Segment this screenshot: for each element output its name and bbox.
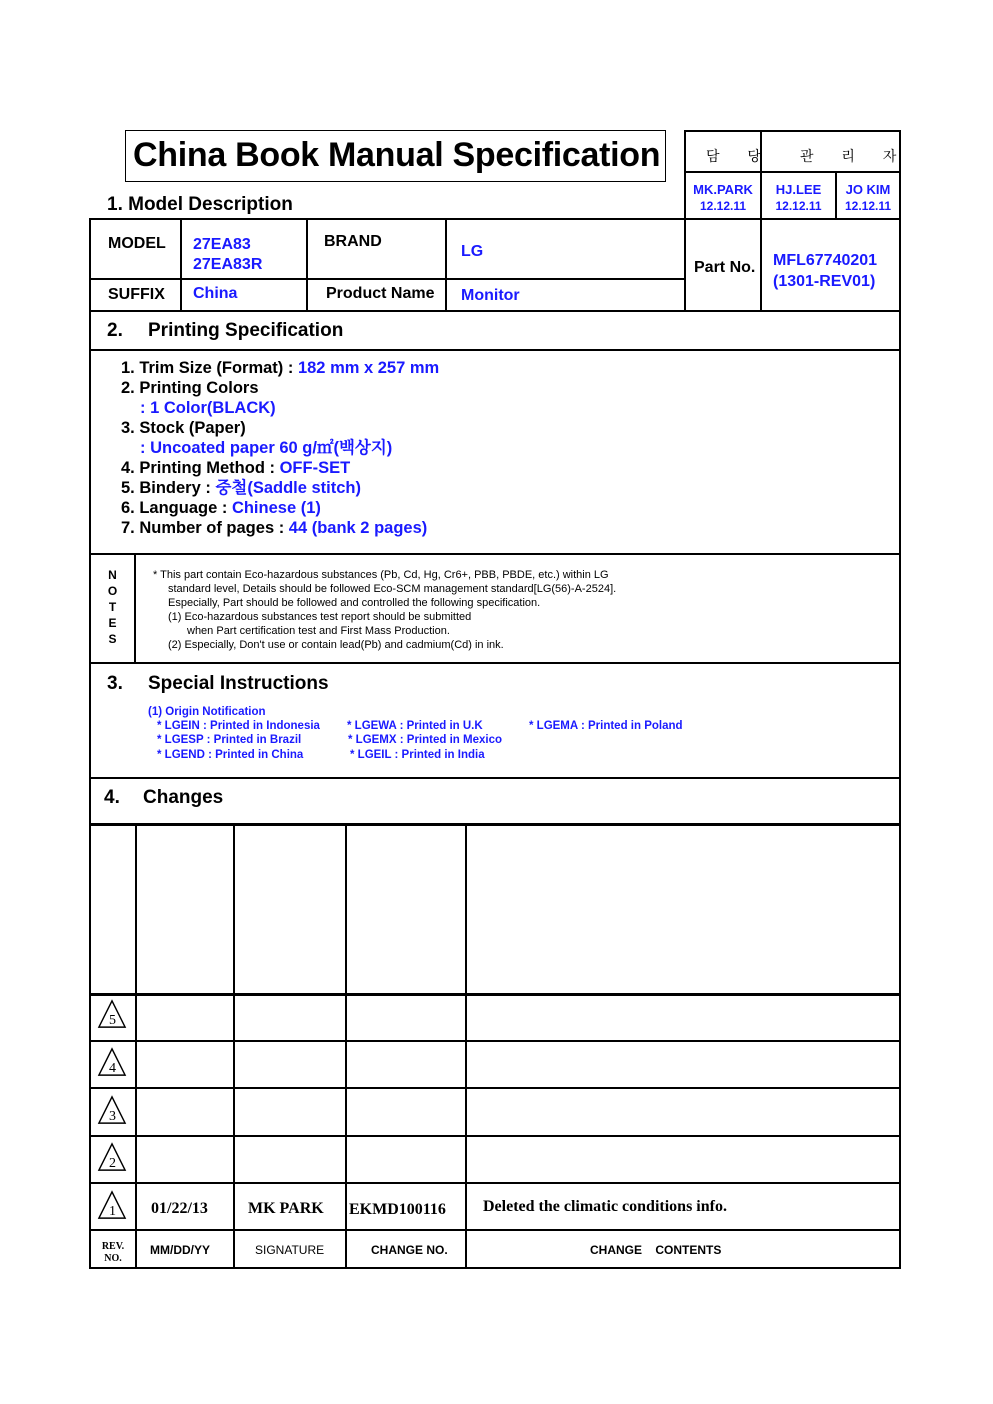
divider: [445, 218, 447, 311]
part-number: MFL67740201: [773, 252, 878, 269]
spec-pages: 7. Number of pages : 44 (bank 2 pages): [121, 519, 428, 537]
changes-number: 4.: [104, 787, 120, 808]
revision-change-no: EKMD100116: [349, 1201, 446, 1218]
signer-mkpark: [686, 181, 760, 215]
spec-stock: 3. Stock (Paper): [121, 419, 246, 437]
model-description-heading: 1. Model Description: [107, 194, 293, 215]
divider: [89, 1267, 901, 1269]
divider: [89, 662, 901, 664]
revision-number: 1: [109, 1204, 116, 1219]
revision-number: 2: [109, 1156, 116, 1171]
signer-jokim: [837, 181, 899, 215]
divider: [89, 823, 901, 826]
part-revision: (1301-REV01): [773, 273, 876, 290]
divider: [89, 218, 91, 1269]
notes-letter: N: [108, 568, 117, 582]
notes-letter: O: [107, 584, 118, 598]
spec-bindery: 5. Bindery : 중철(Saddle stitch): [121, 479, 362, 497]
divider: [89, 1135, 901, 1137]
printing-spec-heading: Printing Specification: [148, 320, 344, 341]
signer-date: 12.12.11: [844, 199, 892, 213]
note-line: when Part certification test and First Mass Production.: [187, 625, 450, 637]
revision-number: 3: [109, 1109, 116, 1124]
divider: [684, 130, 901, 132]
signer-name: JO KIM: [845, 182, 891, 197]
rev-no-line: REV.: [101, 1241, 125, 1252]
divider: [233, 824, 235, 1268]
divider: [684, 171, 901, 173]
rev-no-label: [91, 1241, 135, 1265]
divider: [134, 553, 136, 663]
revision-row-3: [97, 1095, 127, 1130]
divider: [89, 993, 901, 996]
notes-letter: E: [108, 616, 117, 630]
divider: [89, 310, 901, 312]
model-label: MODEL: [108, 235, 166, 252]
suffix-value: China: [193, 285, 238, 302]
divider: [89, 1182, 901, 1184]
approval-header-charge: 담 당: [706, 148, 773, 164]
divider: [89, 278, 685, 280]
origin-item: * LGEMA : Printed in Poland: [529, 720, 683, 732]
brand-label: BRAND: [324, 233, 382, 250]
origin-item: * LGEND : Printed in China: [157, 749, 304, 761]
revision-row-4: [97, 1047, 127, 1082]
origin-notification-heading: (1) Origin Notification: [148, 706, 266, 718]
origin-item: * LGEIL : Printed in India: [350, 749, 485, 761]
revision-row-1: [97, 1190, 127, 1225]
spec-trim-size: 1. Trim Size (Format) : 182 mm x 257 mm: [121, 359, 440, 377]
divider: [89, 1040, 901, 1042]
special-instructions-heading: Special Instructions: [148, 673, 329, 694]
divider: [89, 349, 901, 351]
divider: [180, 218, 182, 311]
divider: [89, 218, 901, 220]
revision-number: 5: [109, 1013, 116, 1028]
note-line: * This part contain Eco-hazardous substances (Pb, Cd, Hg, Cr6+, PBB, PBDE, etc.) within LG: [153, 569, 609, 581]
special-instructions-number: 3.: [107, 673, 123, 694]
approval-header-manager: 관 리 자: [800, 148, 909, 164]
signer-hjlee: [762, 181, 835, 215]
date-column-label: MM/DD/YY: [150, 1243, 210, 1257]
divider: [899, 218, 901, 1269]
notes-label: [91, 567, 134, 647]
change-contents-column-label: CHANGE CONTENTS: [590, 1243, 722, 1257]
divider: [135, 824, 137, 1268]
divider: [684, 130, 686, 312]
notes-text: [153, 568, 616, 652]
signer-date: 12.12.11: [775, 199, 822, 213]
origin-item: * LGESP : Printed in Brazil: [157, 734, 302, 746]
printing-spec-number: 2.: [107, 320, 123, 341]
signer-date: 12.12.11: [699, 199, 747, 213]
rev-no-line: NO.: [104, 1253, 122, 1264]
divider: [89, 777, 901, 779]
changes-heading: Changes: [143, 787, 224, 808]
revision-date: 01/22/13: [151, 1200, 208, 1217]
note-line: (2) Especially, Don't use or contain lead(Pb) and cadmium(Cd) in ink.: [168, 639, 504, 651]
origin-item: * LGEWA : Printed in U.K: [347, 720, 483, 732]
divider: [465, 824, 467, 1268]
origin-item: * LGEMX : Printed in Mexico: [348, 734, 502, 746]
printing-spec-list: [121, 358, 439, 538]
note-line: standard level, Details should be followed Eco-SCM management standard[LG(56)-A-2524].: [168, 583, 617, 595]
spec-language: 6. Language : Chinese (1): [121, 499, 321, 517]
spec-printing-colors: 2. Printing Colors: [121, 379, 259, 397]
revision-row-2: [97, 1142, 127, 1177]
signer-name: MK.PARK: [693, 182, 753, 197]
brand-value: LG: [461, 243, 484, 260]
page-title: China Book Manual Specification: [133, 136, 661, 174]
revision-row-5: [97, 999, 127, 1034]
model-value: 27EA83: [193, 236, 251, 253]
note-line: Especially, Part should be followed and controlled the following specification.: [168, 597, 541, 609]
spec-stock-value: : Uncoated paper 60 g/㎡(백상지): [140, 439, 393, 457]
signer-name: HJ.LEE: [775, 182, 822, 197]
revision-contents: Deleted the climatic conditions info.: [483, 1198, 727, 1215]
revision-number: 4: [109, 1061, 116, 1076]
suffix-label: SUFFIX: [108, 286, 165, 303]
change-no-column-label: CHANGE NO.: [371, 1243, 448, 1257]
origin-item: * LGEIN : Printed in Indonesia: [157, 720, 320, 732]
divider: [89, 553, 901, 555]
divider: [89, 1087, 901, 1089]
part-no-value: [773, 250, 877, 292]
model-value: 27EA83R: [193, 256, 263, 273]
product-name-value: Monitor: [461, 287, 520, 304]
note-line: (1) Eco-hazardous substances test report should be submitted: [168, 611, 472, 623]
product-name-label: Product Name: [326, 285, 435, 302]
divider: [89, 1229, 901, 1231]
notes-letter: S: [108, 632, 117, 646]
notes-letter: T: [108, 600, 117, 614]
revision-signature: MK PARK: [248, 1200, 324, 1217]
divider: [345, 824, 347, 1268]
model-values: [193, 235, 262, 275]
divider: [306, 218, 308, 311]
spec-printing-method: 4. Printing Method : OFF-SET: [121, 459, 351, 477]
signature-column-label: SIGNATURE: [255, 1243, 325, 1257]
part-no-label: Part No.: [694, 259, 756, 276]
spec-printing-colors-value: : 1 Color(BLACK): [140, 399, 276, 417]
